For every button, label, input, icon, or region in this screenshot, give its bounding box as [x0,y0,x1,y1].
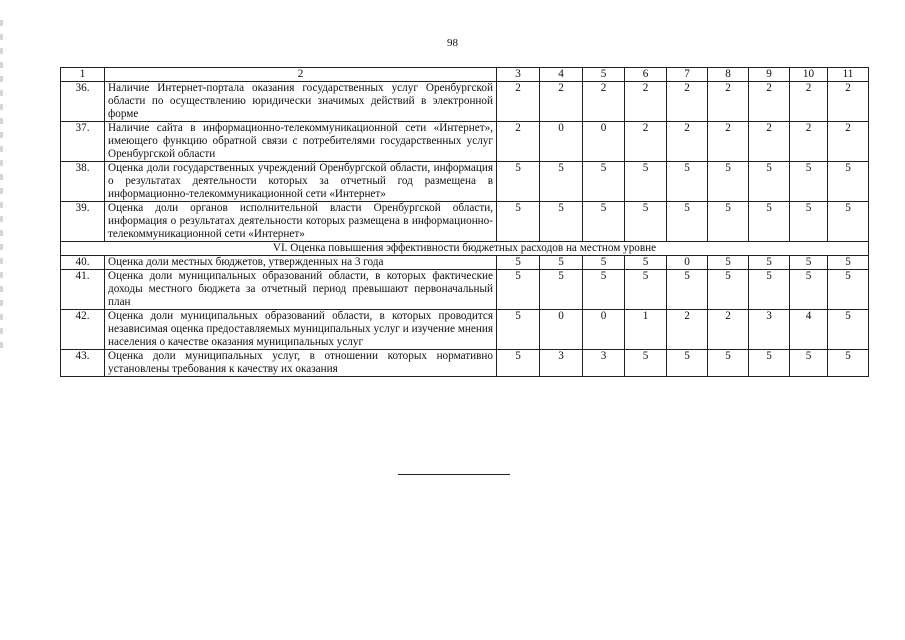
score-cell: 5 [708,350,749,377]
score-cell: 5 [497,270,540,310]
row-number: 37. [61,122,105,162]
section-header-row [61,242,869,256]
indicator-description: Наличие сайта в информационно-телекоммуникационной сети «Интернет», имеющего функцию обратной связи с потребителями государственных услуг Оренбургской области [105,122,497,162]
score-cell: 5 [667,270,708,310]
score-cell: 2 [828,122,869,162]
score-cell: 2 [749,82,790,122]
score-cell: 2 [708,122,749,162]
score-cell: 0 [667,256,708,270]
score-cell: 5 [540,162,583,202]
score-cell: 5 [828,310,869,350]
column-header: 3 [497,68,540,82]
table-row [61,202,869,242]
score-cell: 5 [749,256,790,270]
score-cell: 1 [625,310,667,350]
indicator-description: Оценка доли муниципальных образований области, в которых фактические доходы местного бюджета за отчетный период превышают первоначальный план [105,270,497,310]
score-cell: 0 [583,310,625,350]
score-cell: 2 [708,82,749,122]
score-cell: 5 [497,256,540,270]
table-header-row [61,68,869,82]
score-cell: 2 [749,122,790,162]
score-cell: 5 [749,162,790,202]
score-cell: 3 [749,310,790,350]
column-header: 8 [708,68,749,82]
score-cell: 5 [667,350,708,377]
score-cell: 5 [708,256,749,270]
score-cell: 0 [540,310,583,350]
row-number: 36. [61,82,105,122]
score-cell: 5 [667,202,708,242]
score-cell: 5 [497,350,540,377]
indicator-description: Оценка доли муниципальных образований области, в которых проводится независимая оценка предоставляемых муниципальных услуг и изучение мнения населения о качестве оказания муниципальных услуг [105,310,497,350]
page-number: 98 [447,37,458,49]
score-cell: 5 [625,270,667,310]
score-cell: 5 [790,202,828,242]
row-number: 43. [61,350,105,377]
score-cell: 5 [749,202,790,242]
score-cell: 3 [583,350,625,377]
score-cell: 5 [749,270,790,310]
score-cell: 0 [583,122,625,162]
scan-edge-artifact [0,20,3,350]
indicator-description: Оценка доли местных бюджетов, утвержденных на 3 года [105,256,497,270]
score-cell: 5 [497,310,540,350]
row-number: 41. [61,270,105,310]
score-cell: 5 [625,350,667,377]
score-cell: 2 [708,310,749,350]
score-cell: 5 [790,350,828,377]
indicator-table [60,67,869,377]
score-cell: 5 [828,350,869,377]
table-row [61,82,869,122]
score-cell: 5 [625,162,667,202]
score-cell: 5 [790,162,828,202]
score-cell: 5 [708,202,749,242]
score-cell: 5 [828,270,869,310]
table-row [61,270,869,310]
score-cell: 0 [540,122,583,162]
table-row [61,310,869,350]
score-cell: 2 [828,82,869,122]
score-cell: 5 [540,270,583,310]
score-cell: 5 [583,256,625,270]
score-cell: 2 [540,82,583,122]
score-cell: 5 [625,256,667,270]
score-cell: 5 [749,350,790,377]
score-cell: 4 [790,310,828,350]
indicator-description: Оценка доли муниципальных услуг, в отношении которых нормативно установлены требования к качеству их оказания [105,350,497,377]
score-cell: 5 [497,162,540,202]
table-row [61,350,869,377]
score-cell: 5 [667,162,708,202]
score-cell: 2 [790,122,828,162]
score-cell: 2 [625,82,667,122]
column-header: 5 [583,68,625,82]
score-cell: 5 [708,162,749,202]
score-cell: 2 [667,122,708,162]
score-cell: 5 [583,270,625,310]
column-header: 11 [828,68,869,82]
column-header: 7 [667,68,708,82]
score-cell: 5 [790,270,828,310]
table-row [61,122,869,162]
score-cell: 2 [667,310,708,350]
score-cell: 2 [497,122,540,162]
score-cell: 5 [625,202,667,242]
score-cell: 2 [625,122,667,162]
column-header: 9 [749,68,790,82]
indicator-description: Наличие Интернет-портала оказания государственных услуг Оренбургской области по осуществлению юридически значимых действий в электронной форме [105,82,497,122]
score-cell: 5 [540,202,583,242]
row-number: 39. [61,202,105,242]
table-row [61,162,869,202]
indicator-description: Оценка доли государственных учреждений Оренбургской области, информация о результатах деятельности которых за отчетный год размещена в информационно-телекоммуникационной сети «Интернет» [105,162,497,202]
score-cell: 5 [583,162,625,202]
column-header: 10 [790,68,828,82]
score-cell: 2 [497,82,540,122]
score-cell: 5 [790,256,828,270]
section-title: VI. Оценка повышения эффективности бюджетных расходов на местном уровне [61,242,869,256]
column-header: 1 [61,68,105,82]
column-header: 4 [540,68,583,82]
indicator-description: Оценка доли органов исполнительной власти Оренбургской области, информация о результатах деятельности которых размещена в информационно-телекоммуникационной сети «Интернет» [105,202,497,242]
score-cell: 5 [497,202,540,242]
column-header: 2 [105,68,497,82]
score-cell: 5 [828,256,869,270]
table-row [61,256,869,270]
score-cell: 2 [667,82,708,122]
score-cell: 5 [828,162,869,202]
score-cell: 2 [583,82,625,122]
score-cell: 5 [828,202,869,242]
score-cell: 5 [540,256,583,270]
column-header: 6 [625,68,667,82]
score-cell: 3 [540,350,583,377]
score-cell: 5 [708,270,749,310]
row-number: 42. [61,310,105,350]
row-number: 40. [61,256,105,270]
footer-divider [398,474,510,475]
score-cell: 2 [790,82,828,122]
score-cell: 5 [583,202,625,242]
row-number: 38. [61,162,105,202]
